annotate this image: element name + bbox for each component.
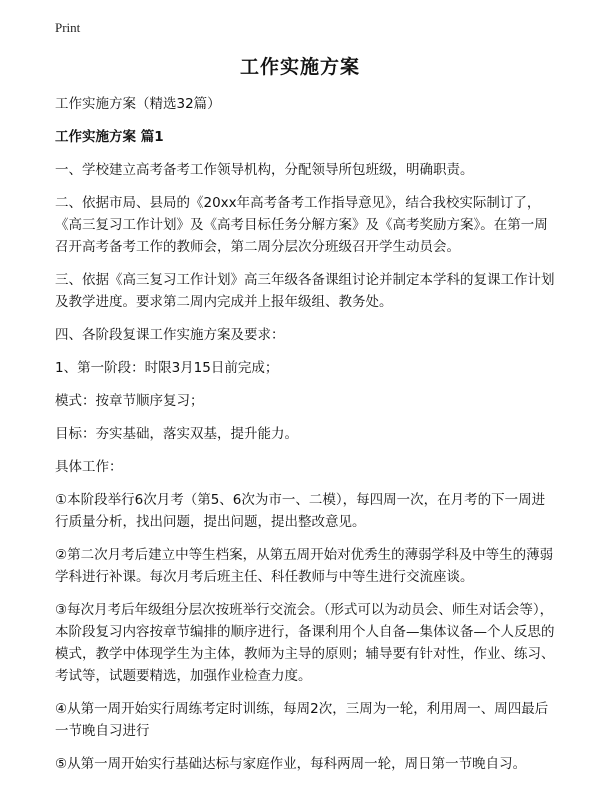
subtitle-paragraph: 工作实施方案（精选32篇） bbox=[55, 96, 221, 112]
body-paragraph: 四、各阶段复课工作实施方案及要求： bbox=[55, 327, 285, 343]
document-body bbox=[55, 93, 555, 786]
body-paragraph: 具体工作： bbox=[55, 459, 123, 475]
body-paragraph: 目标：夯实基础，落实双基，提升能力。 bbox=[55, 426, 298, 442]
body-paragraph: ①本阶段举行6次月考（第5、6次为市一、二模），每四周一次，在月考的下一周进行质量分析，找出问题，提出问题，提出整改意见。 bbox=[55, 492, 546, 530]
body-paragraph: ⑤从第一周开始实行基础达标与家庭作业，每科两周一轮，周日第一节晚自习。 bbox=[55, 756, 527, 772]
body-paragraph: 一、学校建立高考备考工作领导机构，分配领导所包班级，明确职责。 bbox=[55, 162, 474, 178]
body-paragraph: 二、依据市局、县局的《20xx年高考备考工作指导意见》，结合我校实际制订了，《高三复习工作计划》及《高考目标任务分解方案》及《高考奖励方案》。在第一周召开高考备考工作的教师会，第二周分层次分班级召开学生动员会。 bbox=[55, 195, 548, 255]
section-heading: 工作实施方案 篇1 bbox=[55, 129, 164, 145]
body-paragraph: ④从第一周开始实行周练考定时训练，每周2次，三周为一轮，利用周一、周四最后一节晚自习进行 bbox=[55, 701, 549, 739]
body-paragraph: 1、第一阶段：时限3月15日前完成； bbox=[55, 360, 279, 376]
body-paragraph: ②第二次月考后建立中等生档案，从第五周开始对优秀生的薄弱学科及中等生的薄弱学科进行补课。每次月考后班主任、科任教师与中等生进行交流座谈。 bbox=[55, 547, 554, 585]
print-link[interactable]: Print bbox=[55, 20, 81, 35]
body-paragraph: 模式：按章节顺序复习； bbox=[55, 393, 204, 409]
body-paragraph: ③每次月考后年级组分层次按班举行交流会。（形式可以为动员会、师生对话会等），本阶段复习内容按章节编排的顺序进行，备课利用个人自备—集体议备—个人反思的模式，教学中体现学生为主体，教师为主导的原则；辅导要有针对性，作业、练习、考试等，试题要精选，加强作业检查力度。 bbox=[55, 602, 555, 684]
body-paragraph: 三、依据《高三复习工作计划》高三年级各备课组讨论并制定本学科的复课工作计划及教学进度。要求第二周内完成并上报年级组、教务处。 bbox=[55, 272, 555, 310]
document-title: 工作实施方案 bbox=[239, 56, 360, 78]
